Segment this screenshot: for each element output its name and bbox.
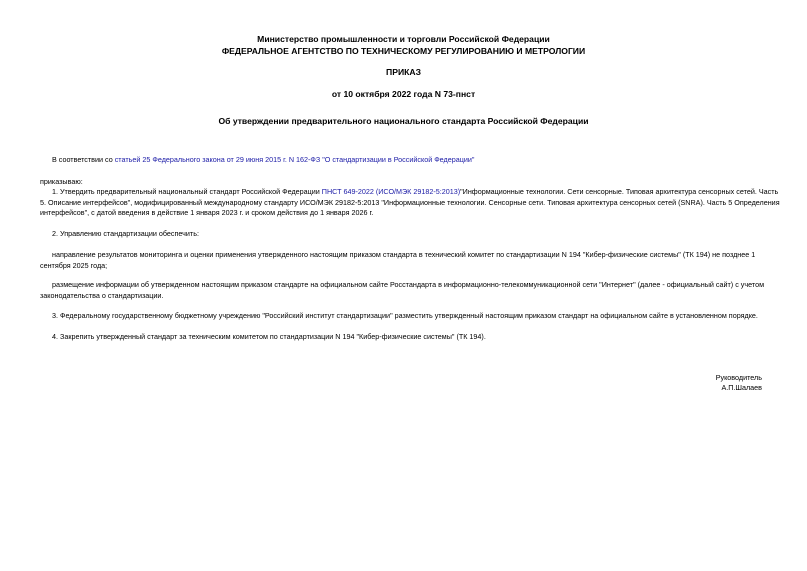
preamble-paragraph — [40, 155, 780, 166]
ministry-name: Министерство промышленности и торговли Российской Федерации — [257, 34, 550, 44]
paragraph-3: 3. Федеральному государственному бюджетному учреждению "Российский институт стандартизации" разместить утвержденный настоящим приказом стандарт на официальном сайте в установленном порядке. — [52, 311, 758, 320]
document-date-number: от 10 октября 2022 года N 73-пнст — [331, 89, 476, 99]
paragraph-2b: размещение информации об утвержденном настоящим приказом стандарте на официальном сайте Росстандарта в информационно-телекоммуникационной сети "Интернет" (далее - официальный сайт) с учетом законодательства о стандартизации. — [40, 280, 765, 300]
preamble-prefix: В соответствии со — [52, 155, 115, 164]
document-title: Об утверждении предварительного национального стандарта Российской Федерации — [218, 116, 589, 126]
signatory-role: Руководитель — [715, 373, 762, 382]
standard-link[interactable]: ПНСТ 649-2022 (ИСО/МЭК 29182-5:2013) — [321, 187, 461, 196]
signatory-name: А.П.Шалаев — [721, 383, 762, 392]
paragraph-2a: направление результатов мониторинга и оценки применения утвержденного настоящим приказом стандарта в технический комитет по стандартизации N 194 "Кибер-физические системы" (ТК 194) не позднее 1 сентября 2025 года; — [40, 250, 756, 270]
order-word: приказываю: — [40, 177, 83, 186]
federal-law-link[interactable]: статьей 25 Федерального закона от 29 июня 2015 г. N 162-ФЗ "О стандартизации в Российской Федерации" — [114, 155, 475, 164]
paragraph-1-prefix: 1. Утвердить предварительный национальный стандарт Российской Федерации — [52, 187, 322, 196]
paragraph-1-suffix: "Информационные технологии. Сети сенсорные. Типовая архитектура сенсорных сетей. Часть 5. Описание интерфейсов", модифицированный международному стандарту ИСО/МЭК 29182-5:2013 "Информационные технологии. Сенсорные сети. Типовая архитектура сенсорных сетей (SNRA). Часть 5 Определения интерфейсов", с датой введения в действие 1 января 2023 г. и сроком действия до 1 января 2026 г. — [40, 187, 780, 218]
document-type: ПРИКАЗ — [386, 67, 421, 77]
paragraph-1 — [40, 187, 780, 219]
paragraph-4: 4. Закрепить утвержденный стандарт за техническим комитетом по стандартизации N 194 "Кибер-физические системы" (ТК 194). — [52, 332, 486, 341]
paragraph-2: 2. Управлению стандартизации обеспечить: — [52, 229, 199, 238]
agency-name: ФЕДЕРАЛЬНОЕ АГЕНТСТВО ПО ТЕХНИЧЕСКОМУ РЕГУЛИРОВАНИЮ И МЕТРОЛОГИИ — [221, 46, 586, 56]
